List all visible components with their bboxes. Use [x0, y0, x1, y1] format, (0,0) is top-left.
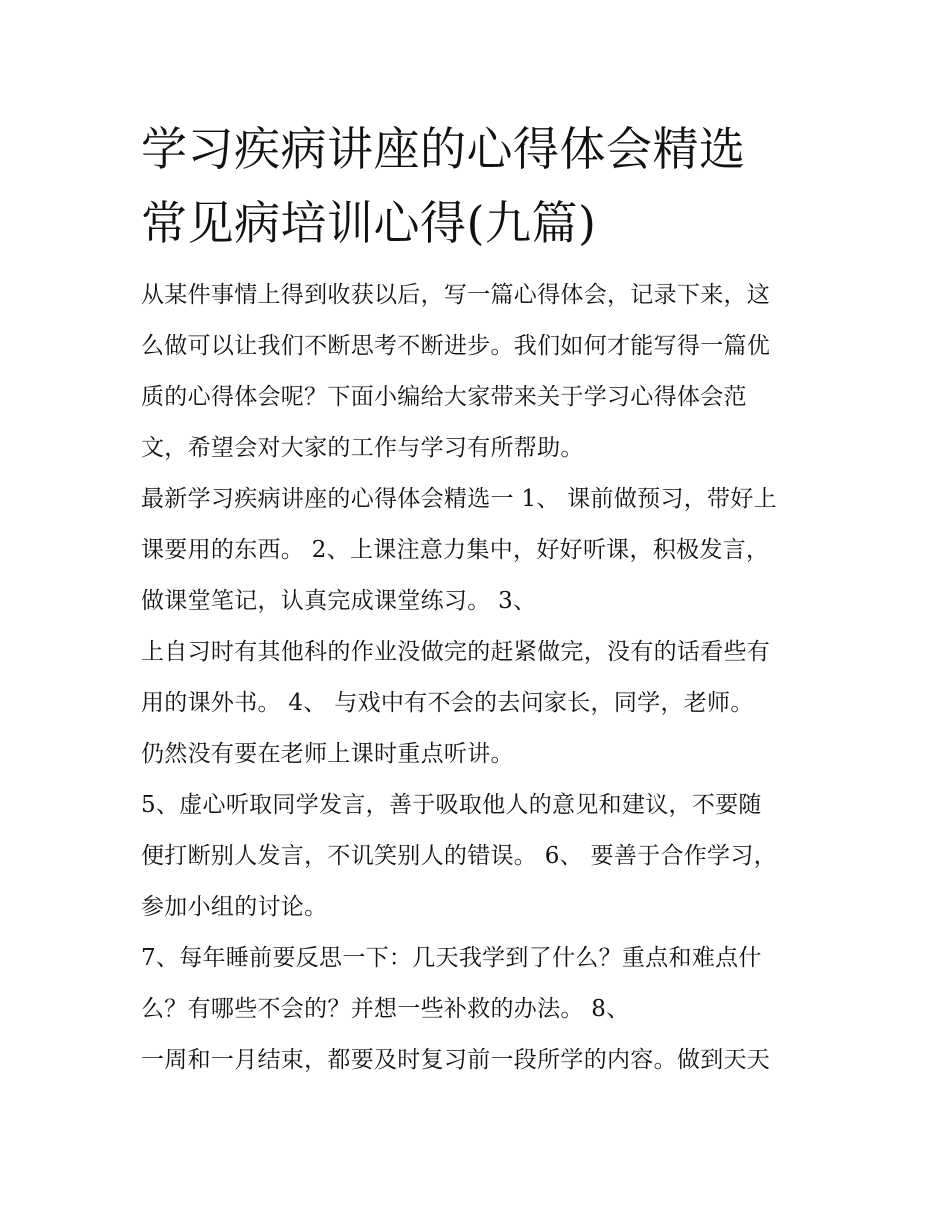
body-line: 7、每年睡前要反思一下：几天我学到了什么？重点和难点什	[141, 945, 762, 971]
body-line: 一周和一月结束，都要及时复习前一段所学的内容。做到天天	[141, 1047, 771, 1073]
body-line: 便打断别人发言，不讥笑别人的错误。 6、 要善于合作学习，	[141, 843, 777, 869]
body-line: 用的课外书。 4、 与戏中有不会的去问家长，同学，老师。	[141, 690, 754, 716]
body-line: 最新学习疾病讲座的心得体会精选一 1、 课前做预习，带好上	[141, 486, 777, 512]
body-line: 参加小组的讨论。	[141, 894, 328, 920]
body-line: 课要用的东西。 2、上课注意力集中，好好听课，积极发言，	[141, 537, 770, 563]
body-line: 文，希望会对大家的工作与学习有所帮助。	[141, 435, 584, 461]
body-line: 做课堂笔记，认真完成课堂练习。 3、	[141, 588, 537, 614]
document-page	[141, 112, 813, 1086]
document-body	[141, 270, 813, 1086]
body-line: 上自习时有其他科的作业没做完的赶紧做完，没有的话看些有	[141, 639, 771, 665]
body-line: 质的心得体会呢？下面小编给大家带来关于学习心得体会范	[141, 384, 747, 410]
document-title-line-1: 学习疾病讲座的心得体会精选	[141, 122, 746, 176]
body-line: 从某件事情上得到收获以后，写一篇心得体会，记录下来，这	[141, 282, 771, 308]
document-title-line-2: 常见病培训心得(九篇)	[141, 196, 597, 250]
body-line: 么做可以让我们不断思考不断进步。我们如何才能写得一篇优	[141, 333, 771, 359]
body-line: 仍然没有要在老师上课时重点听讲。	[141, 741, 514, 767]
body-line: 5、虚心听取同学发言，善于吸取他人的意见和建议，不要随	[141, 792, 762, 818]
body-line: 么？有哪些不会的？并想一些补救的办法。 8、	[141, 996, 630, 1022]
